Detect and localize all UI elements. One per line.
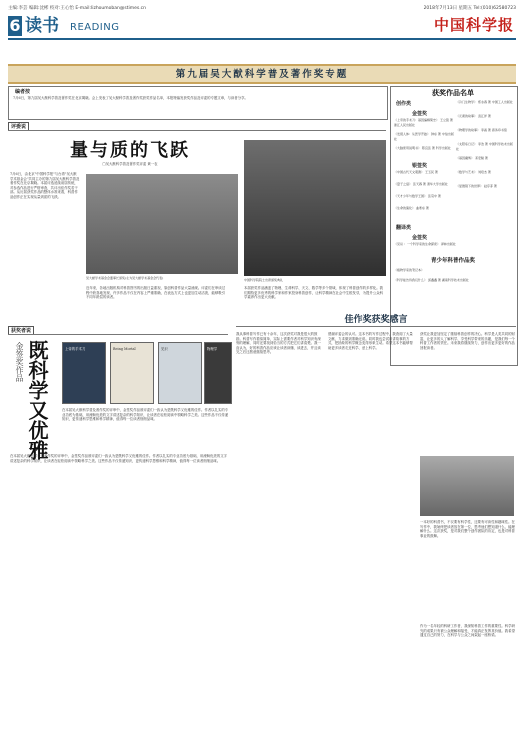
- gains-col1: 我从事科普写作已有十余年，这次获奖对我是很大的鼓励。科普写作看似简单，实际上需要作者对科学知识有深刻的理解，同时还要找到恰当的方式把它们讲清楚。我一直认为，好的科普作品应该让读者读懂、读进去，并且读完之后还愿意继续思考。: [236, 332, 321, 355]
- section-name: 读书: [25, 16, 59, 36]
- winner-item: 《显微镜下的世界》 赵序茅 著: [456, 184, 497, 188]
- editor-note-text: 7月6日，第九届吴大猷科学普及著作奖在北京揭晓。会上发表了吴大猷科学普及著作奖获奖作品名单，本报特编发获奖作品及评委的专题文章，与读者分享。: [13, 96, 248, 100]
- winner-item: 《太阳系日记》 李治 著 中国科学技术出版社: [456, 142, 513, 151]
- winner-speech-body: 在本届吴大猷科学普及著作奖的评审中，金签奖作品被评委们一致认为是既科学又优雅的佳作。作者以扎实的专业功底为基础，用流畅优美的文字讲述复杂的科学知识，让读者在轻松阅读中领略科学之美。这些作品不仅传递知识，更传递科学思维和科学精神，值得每一位读者细细品味。: [10, 454, 227, 463]
- header-meta-bar: [8, 4, 516, 14]
- editor-note-label: 编者按: [15, 89, 31, 95]
- winner-item: 《数学与艺术》 刘培杰 著: [456, 170, 491, 174]
- header-date: 2018年7月13日 星期五 Tel:(010)62580723: [423, 6, 516, 11]
- editor-note: [8, 86, 388, 120]
- creative-silver-label: 银签奖: [412, 163, 428, 169]
- translation-item: 《见识 ：一个科学家的生命探索》 译林出版社: [394, 242, 456, 246]
- book-cover: [204, 342, 232, 404]
- book-cover: [62, 342, 106, 404]
- award-photo: [86, 174, 238, 274]
- creative-label: 创作类: [396, 101, 412, 107]
- speaker-photo: [244, 140, 386, 276]
- winner-item: 《基因魔剪》 邓宏魁 著: [456, 156, 488, 160]
- winner-speech-tag: 获奖者说: [8, 326, 34, 335]
- header-meta: 主编:李芸 编辑:沈彬 校对:王心怡 E-mail:lizhoumoban@stimes.cn: [8, 6, 146, 11]
- book-cover: [110, 342, 154, 404]
- gains-col3: 获奖让我更加坚定了继续科普创作的决心。科学是人类共同的财富，让更多的人了解科学、享受科学带来的乐趣，是我们每一个科普工作者的责任。未来我将继续努力，创作出更多更好的作品回报读者。: [420, 332, 515, 350]
- winner-speech-subtitle: 金签奖作品: [15, 342, 24, 382]
- gains-col5: 作为一名年轻的科研工作者，我深知科普工作的重要性。科学研究的成果只有被公众理解和接受，才能真正发挥其价值。我希望通过自己的努力，在科学与公众之间架起一座桥梁。: [420, 624, 515, 638]
- winner-item: 《冷门生物学》 郑永春 著 中国工人出版社: [456, 100, 513, 104]
- book-title: 物理学: [207, 347, 218, 351]
- review-rule: [8, 130, 386, 131]
- creative-gold-item: 《发现人体：从医学开始》 钟东 著 中信出版社: [394, 132, 454, 141]
- youth-award-title: 青少年科普作品奖: [430, 258, 475, 264]
- review-byline: □吴大猷科学普及著作奖评委 黄一农: [102, 162, 158, 166]
- winner-speech-intro: 在本届吴大猷科学普及著作奖的评审中，金签奖作品被评委们一致认为是既科学又优雅的佳作。作者以扎实的专业功底为基础，用流畅优美的文字讲述复杂的科学知识，让读者在轻松阅读中领略科学之美。这些作品不仅传递知识，更传递科学思维和科学精神，值得每一位读者细细品味。: [62, 408, 229, 422]
- translation-label: 翻译类: [396, 225, 412, 231]
- review-tag: 评委说: [8, 122, 29, 131]
- creative-gold-item: 《上帝的手术刀：基因编辑简史》 王立铭 著 浙江人民出版社: [394, 118, 453, 127]
- youth-item: 《科学能告诉我们什么》 邱鑫鑫 著 湖南科学技术出版社: [394, 278, 469, 282]
- header-rule: [8, 38, 516, 40]
- book-title: Being Mortal: [113, 347, 136, 351]
- page-number: 6: [9, 16, 21, 35]
- topic-banner-title: 第九届吴大猷科学普及著作奖专题: [175, 69, 349, 80]
- gains-title: 佳作奖获奖感言: [344, 315, 408, 325]
- creative-silver-item: 《生命的演化》 曲寒东 著: [394, 206, 429, 210]
- creative-gold-label: 金签奖: [412, 111, 428, 117]
- gains-col4: 一本好的科普书，不仅要有科学性，还要有可读性和趣味性。在写作中，我始终把读者放在第一位，思考他们想知道什么、能理解什么。这次获奖，是对我们整个创作团队的肯定，也是对科普事业的鼓舞。: [420, 520, 515, 538]
- review-headline: 量与质的飞跃: [70, 140, 190, 161]
- section-name-en: READING: [70, 22, 120, 33]
- winners-title: 获奖作品名单: [432, 88, 474, 97]
- masthead: 中国科学报: [433, 16, 514, 34]
- gains-rule: [236, 326, 516, 327]
- review-col2: 近年来，各地出版机构对科普图书的出版日益重视，原创科普作品大量涌现。评委们在审读过程中欣喜地发现，许多作品不仅在内容上严谨准确，在表达方式上也更加生动活泼，能够吸引不同年龄层的读者。: [86, 286, 226, 300]
- review-col3: 本届获奖作品涵盖了物理、生命科学、天文、数学等多个领域，体现了科普创作的多样化。我们期待更多优秀的科学家和作家投身科普创作，让科学精神在社会中生根发芽，为提升公众科学素养作出更大贡献。: [244, 286, 384, 300]
- creative-silver-item: 《天才少年与数学王国》 张景中 著: [394, 194, 441, 198]
- creative-gold-item: 《大脑使用说明书》 陈宜张 著 科学出版社: [394, 146, 451, 150]
- book-title: 上帝的手术刀: [65, 347, 86, 351]
- translation-gold-label: 金签奖: [412, 235, 428, 241]
- winner-speech-rule: [8, 334, 228, 335]
- book-cover: [158, 342, 202, 404]
- youth-item: 《植物学家的笔记本》: [394, 268, 425, 272]
- winner-item: 《元素的故事》 袁江洋 著: [456, 114, 491, 118]
- award-photo-caption: 吴大猷学术基金会董事长颁奖(左为吴大猷学术基金会代表): [86, 276, 164, 280]
- creative-silver-item: 《中国古代天文观测》 王玉民 著: [394, 170, 438, 174]
- speaker-photo-caption: 中国科学院院士出席颁奖典礼: [244, 278, 284, 282]
- creative-silver-item: 《量子之谜》 张天蓉 著 清华大学出版社: [394, 182, 448, 186]
- book-title: 见识: [161, 347, 168, 351]
- gains-col2: 感谢评委会的认可。这本书的写作过程中，我查阅了大量文献，力求做到准确无误。同时我也尝试用讲故事的方式，把抽象的科学概念变得形象生动。希望这本书能够帮助更多读者走近科学、爱上科学。: [328, 332, 413, 350]
- gains-photo: [420, 456, 514, 516]
- winner-speech-title: 既科学又优雅: [25, 340, 49, 460]
- review-col1: 7月6日，由北京"中国科学报"与台湾"吴大猷学术基金会"共同主办的第九届吴大猷科学普及著作奖在北京揭晓。本届评选延续前届传统，对参选作品进行严格审查，共评出佳作奖若干部。从历届获奖作品的整体水准来看，科普作品创作正在实现从量到质的飞跃。: [10, 172, 80, 199]
- winner-item: 《物理学的故事》 李淼 著 商务印书馆: [456, 128, 507, 132]
